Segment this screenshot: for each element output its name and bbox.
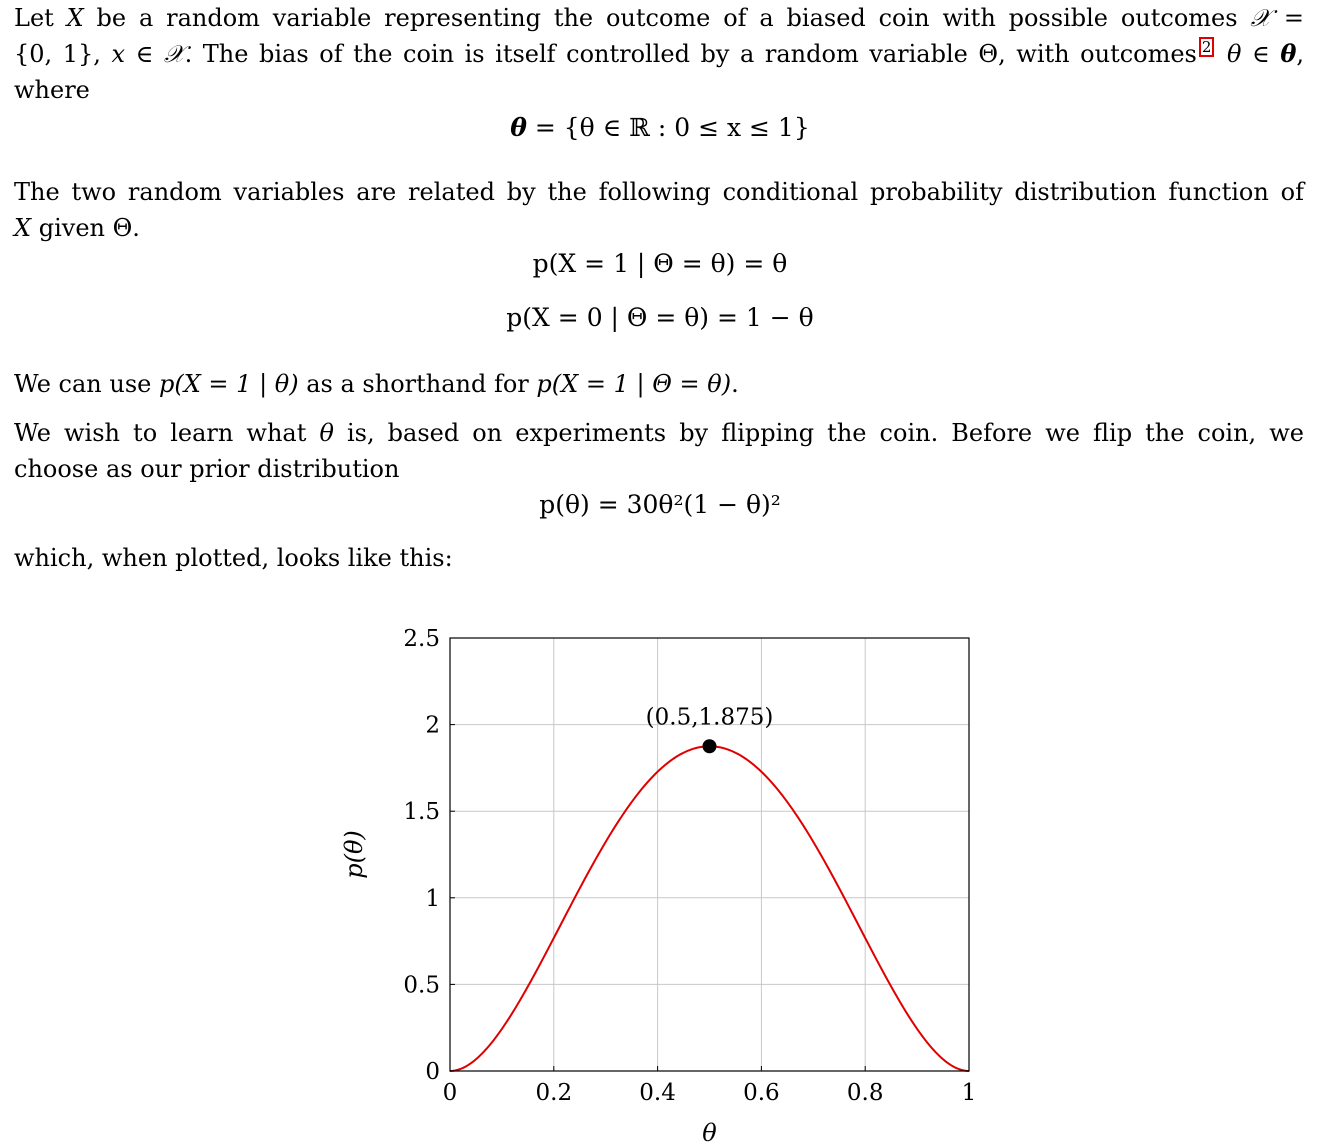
x-tick-label: 0.6 xyxy=(743,1080,780,1106)
learn-line-1: We wish to learn what θ is, based on experiments by flipping the coin. Before we flip the coin, we xyxy=(14,419,1304,447)
grid xyxy=(450,638,969,1071)
x-tick-label: 0 xyxy=(442,1080,458,1106)
equation-prior: p(θ) = 30θ²(1 − θ)² xyxy=(539,490,781,519)
equation-cond-0: p(X = 0 | Θ = θ) = 1 − θ xyxy=(506,303,814,332)
y-axis-title: p(θ) xyxy=(340,830,368,879)
y-tick-label: 0 xyxy=(425,1059,440,1085)
peak-annotation: (0.5,1.875) xyxy=(645,704,774,731)
y-tick-label: 2 xyxy=(425,712,440,739)
y-axis-label xyxy=(340,830,368,879)
learn-line-2: choose as our prior distribution xyxy=(14,455,400,483)
prior-curve xyxy=(450,746,969,1071)
footnote-link[interactable]: 2 xyxy=(1199,37,1215,57)
x-axis-title: θ xyxy=(702,1119,717,1147)
y-tick-label: 0.5 xyxy=(403,972,440,999)
y-tick-label: 1.5 xyxy=(403,799,440,826)
plotted-paragraph: which, when plotted, looks like this: xyxy=(14,544,453,572)
x-tick-label: 0.2 xyxy=(535,1080,573,1106)
peak-point xyxy=(703,739,717,753)
relation-line-1: The two random variables are related by the following conditional probability distribution function of xyxy=(14,178,1304,206)
x-tick-label: 1 xyxy=(961,1080,977,1106)
intro-line-1: Let X be a random variable representing the outcome of a biased coin with possible outcomes 𝒳 = xyxy=(14,4,1304,32)
x-tick-label: 0.8 xyxy=(846,1080,884,1106)
relation-line-2: X given Θ. xyxy=(14,214,140,242)
y-tick-label: 1 xyxy=(425,885,440,912)
plot-frame xyxy=(450,638,969,1071)
axis-ticks xyxy=(403,626,976,1106)
intro-line-2: {0, 1}, x ∈ 𝒳. The bias of the coin is itself controlled by a random variable Θ, with outcomes 2 θ ∈ θ, xyxy=(14,38,1305,68)
x-tick-label: 0.4 xyxy=(639,1080,676,1106)
y-tick-label: 2.5 xyxy=(403,626,440,652)
equation-theta-set: θ = {θ ∈ ℝ : 0 ≤ x ≤ 1} xyxy=(510,113,810,142)
x-axis-label xyxy=(702,1119,717,1147)
shorthand-paragraph: We can use p(X = 1 | θ) as a shorthand for p(X = 1 | Θ = θ). xyxy=(14,370,739,398)
intro-line-3: where xyxy=(14,76,90,104)
equation-cond-1: p(X = 1 | Θ = θ) = θ xyxy=(532,249,788,278)
